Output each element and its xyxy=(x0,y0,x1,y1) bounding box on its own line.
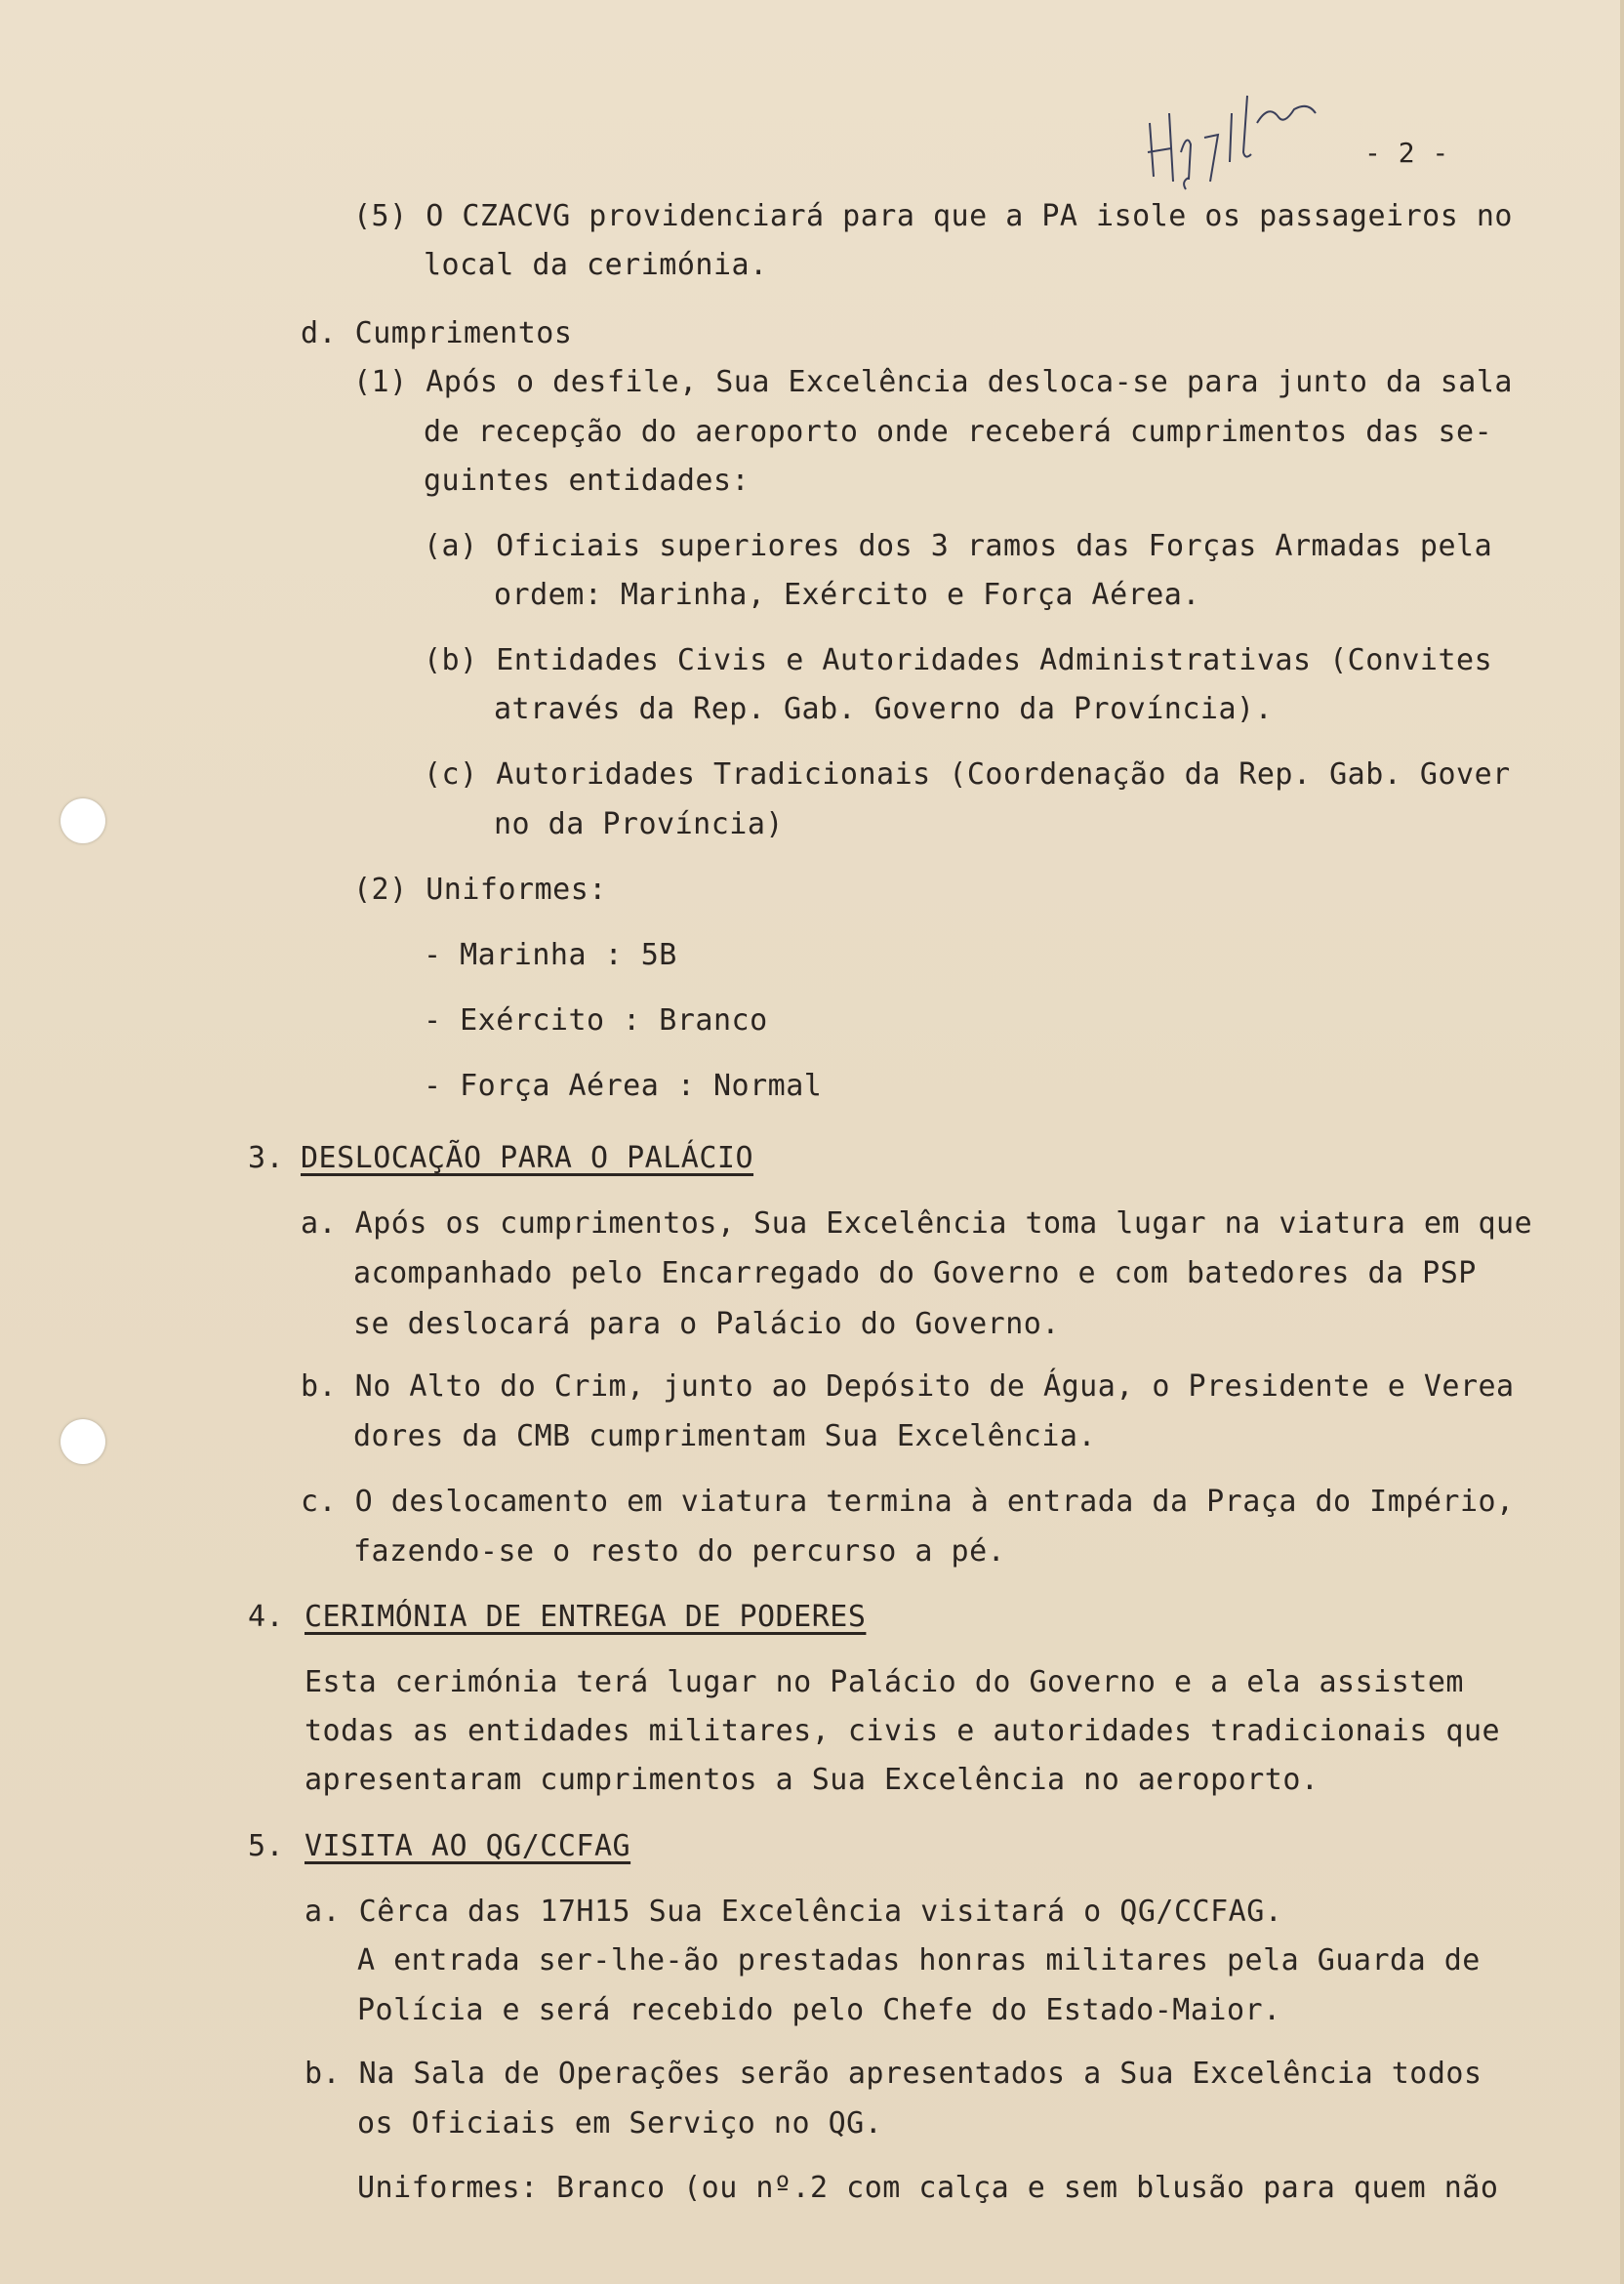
paragraph-continuation: fazendo-se o resto do percurso a pé. xyxy=(353,1534,1006,1569)
uniform-item: - Marinha : 5B xyxy=(424,938,677,972)
paragraph-line: Esta cerimónia terá lugar no Palácio do Governo e a ela assistem xyxy=(304,1665,1464,1699)
punch-hole xyxy=(61,1419,105,1464)
sub-list-item: (b) Entidades Civis e Autoridades Administrativas (Convites xyxy=(424,643,1493,677)
sub-list-item-continuation: ordem: Marinha, Exército e Força Aérea. xyxy=(494,578,1200,612)
list-item-continuation: local da cerimónia. xyxy=(424,248,768,282)
sub-list-item: (c) Autoridades Tradicionais (Coordenação da Rep. Gab. Gover xyxy=(424,757,1511,792)
page-number: - 2 - xyxy=(1364,137,1449,169)
paragraph-continuation: dores da CMB cumprimentam Sua Excelência. xyxy=(353,1419,1097,1453)
section-title: DESLOCAÇÃO PARA O PALÁCIO xyxy=(301,1141,754,1175)
paragraph-item: b. No Alto do Crim, junto ao Depósito de Água, o Presidente e Verea xyxy=(301,1369,1515,1404)
paragraph-item: a. Após os cumprimentos, Sua Excelência toma lugar na viatura em que xyxy=(301,1206,1533,1241)
paragraph-continuation: acompanhado pelo Encarregado do Governo e com batedores da PSP xyxy=(353,1256,1477,1290)
paragraph-line: todas as entidades militares, civis e autoridades tradicionais que xyxy=(304,1714,1501,1748)
punch-hole xyxy=(61,798,105,843)
sub-list-item-continuation: no da Província) xyxy=(494,807,784,841)
list-item: (1) Após o desfile, Sua Excelência desloca-se para junto da sala xyxy=(353,365,1513,399)
section-number: 3. xyxy=(248,1141,285,1175)
paragraph-continuation: Polícia e será recebido pelo Chefe do Estado-Maior. xyxy=(357,1993,1281,2027)
uniform-item: - Exército : Branco xyxy=(424,1003,768,1038)
paragraph-item: a. Cêrca das 17H15 Sua Excelência visitará o QG/CCFAG. xyxy=(304,1895,1283,1929)
sub-list-item-continuation: através da Rep. Gab. Governo da Província). xyxy=(494,692,1274,726)
list-item-continuation: guintes entidades: xyxy=(424,464,751,498)
paragraph-item: b. Na Sala de Operações serão apresentados a Sua Excelência todos xyxy=(304,2057,1482,2091)
paragraph-line: apresentaram cumprimentos a Sua Excelência no aeroporto. xyxy=(304,1763,1320,1797)
paragraph-continuation: A entrada ser-lhe-ão prestadas honras militares pela Guarda de xyxy=(357,1943,1481,1978)
paragraph-item: c. O deslocamento em viatura termina à entrada da Praça do Império, xyxy=(301,1485,1515,1519)
uniform-item: - Força Aérea : Normal xyxy=(424,1069,823,1103)
section-title: CERIMÓNIA DE ENTREGA DE PODERES xyxy=(304,1600,867,1634)
section-number: 5. xyxy=(248,1829,285,1863)
list-item: (5) O CZACVG providenciará para que a PA isole os passageiros no xyxy=(353,199,1513,233)
list-item: (2) Uniformes: xyxy=(353,873,607,907)
section-number: 4. xyxy=(248,1600,285,1634)
paragraph-continuation: os Oficiais em Serviço no QG. xyxy=(357,2106,883,2141)
paragraph-continuation: se deslocará para o Palácio do Governo. xyxy=(353,1307,1060,1341)
sub-list-item: (a) Oficiais superiores dos 3 ramos das Forças Armadas pela xyxy=(424,529,1493,563)
section-title: VISITA AO QG/CCFAG xyxy=(304,1829,631,1863)
list-item-continuation: de recepção do aeroporto onde receberá cumprimentos das se- xyxy=(424,415,1493,449)
paragraph-line: Uniformes: Branco (ou nº.2 com calça e sem blusão para quem não xyxy=(357,2171,1499,2205)
subsection-heading: d. Cumprimentos xyxy=(301,316,573,350)
